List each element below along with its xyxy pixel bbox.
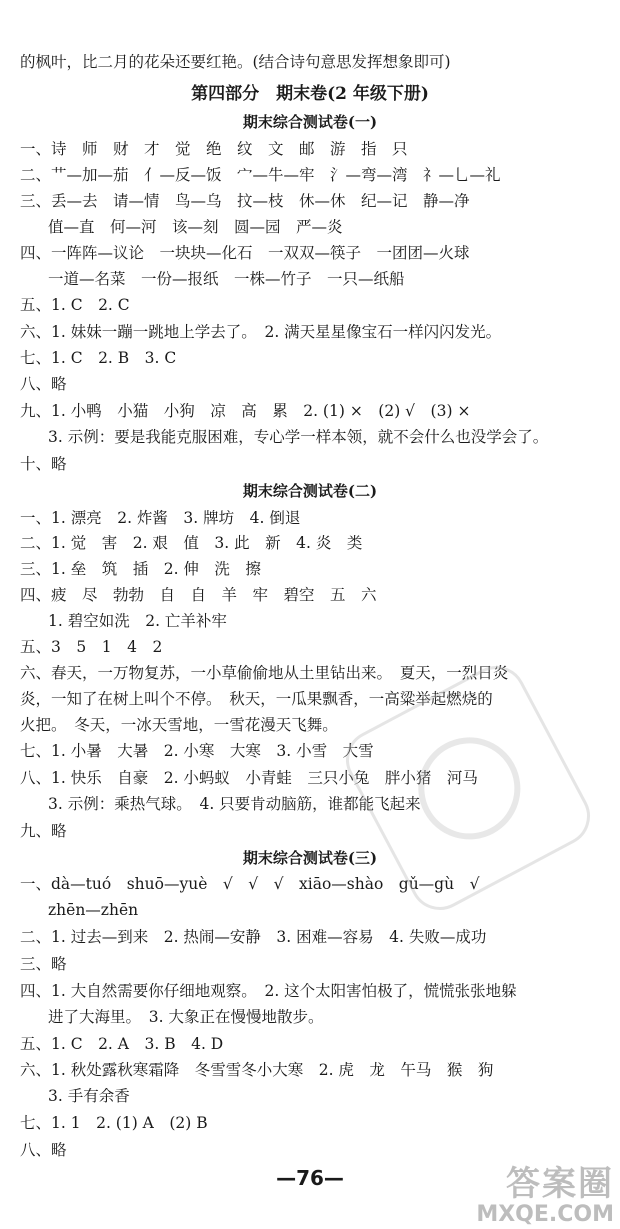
answer-line: 四、疲 尽 勃勃 自 自 羊 牢 碧空 五 六 bbox=[20, 586, 377, 604]
watermark-brand-text: 答案圈 bbox=[506, 1164, 614, 1204]
answer-line: 二、艹—加—茄 亻—反—饭 宀—牛—牢 氵—弯—湾 礻—乚—礼 bbox=[20, 166, 501, 184]
answer-line: 一、1. 漂亮 2. 炸酱 3. 牌坊 4. 倒退 bbox=[20, 509, 301, 527]
answer-line: 五、1. C 2. A 3. B 4. D bbox=[20, 1035, 224, 1053]
answer-line: 二、1. 过去—到来 2. 热闹—安静 3. 困难—容易 4. 失败—成功 bbox=[20, 928, 487, 946]
answer-line: 八、1. 快乐 自豪 2. 小蚂蚁 小青蛙 三只小兔 胖小猪 河马 bbox=[20, 769, 478, 787]
answer-line: 三、丢—去 请—情 鸟—乌 抆—枝 休—休 纪—记 静—净 bbox=[20, 192, 470, 210]
answer-line: 二、1. 觉 害 2. 艰 值 3. 此 新 4. 炎 类 bbox=[20, 534, 363, 552]
answer-line: 值—直 何—河 该—刻 圆—园 严—炎 bbox=[48, 218, 343, 236]
answer-line: 十、略 bbox=[20, 455, 67, 473]
answer-line: 一、诗 师 财 才 觉 绝 纹 文 邮 游 指 只 bbox=[20, 140, 408, 158]
answer-line: 九、1. 小鸭 小猫 小狗 凉 高 累 2. (1) × (2) √ (3) × bbox=[20, 402, 471, 420]
answer-line: 九、略 bbox=[20, 822, 67, 840]
answer-line: 六、1. 妹妹一蹦一跳地上学去了。 2. 满天星星像宝石一样闪闪发光。 bbox=[20, 323, 502, 341]
watermark-logo bbox=[476, 1165, 614, 1227]
answer-line: 炎，一知了在树上叫个不停。 秋天，一瓜果飘香，一高粱举起燃烧的 bbox=[20, 690, 493, 708]
answer-line: 四、一阵阵—议论 一块块—化石 一双双—筷子 一团团—火球 bbox=[20, 244, 470, 262]
answer-line: 五、1. C 2. C bbox=[20, 296, 130, 314]
answer-line: 六、春天，一万物复苏，一小草偷偷地从土里钻出来。 夏天，一烈日炎 bbox=[20, 664, 509, 682]
answer-line: 一、dà—tuó shuō—yuè √ √ √ xiāo—shào gǔ—gù √ bbox=[20, 875, 480, 893]
answer-line: 四、1. 大自然需要你仔细地观察。 2. 这个太阳害怕极了，慌慌张张地躲 bbox=[20, 982, 517, 1000]
answer-line: 进了大海里。 3. 大象正在慢慢地散步。 bbox=[48, 1008, 324, 1026]
text-line: 的枫叶，比二月的花朵还要红艳。(结合诗句意思发挥想象即可) bbox=[20, 53, 451, 71]
answer-line: zhēn—zhēn bbox=[48, 901, 139, 919]
answer-line: 3. 示例：乘热气球。 4. 只要肯动脑筋，谁都能飞起来 bbox=[48, 795, 421, 813]
test-title-2: 期末综合测试卷(二) bbox=[242, 482, 378, 500]
answer-line: 七、1. C 2. B 3. C bbox=[20, 349, 177, 367]
answer-line: 七、1. 小暑 大暑 2. 小寒 大寒 3. 小雪 大雪 bbox=[20, 742, 374, 760]
watermark-url-text: MXQE.COM bbox=[476, 1202, 614, 1227]
answer-line: 三、1. 垒 筑 插 2. 伸 洗 擦 bbox=[20, 560, 261, 578]
answer-line: 六、1. 秋处露秋寒霜降 冬雪雪冬小大寒 2. 虎 龙 午马 猴 狗 bbox=[20, 1061, 494, 1079]
test-title-3: 期末综合测试卷(三) bbox=[242, 849, 378, 867]
answer-line: 三、略 bbox=[20, 955, 67, 973]
answer-line: 八、略 bbox=[20, 1141, 67, 1159]
answer-line: 3. 手有余香 bbox=[48, 1087, 130, 1105]
test-title-1: 期末综合测试卷(一) bbox=[242, 113, 378, 131]
page-number: —76— bbox=[276, 1166, 344, 1190]
answer-line: 一道—名菜 一份—报纸 一株—竹子 一只—纸船 bbox=[48, 270, 405, 288]
answer-line: 七、1. 1 2. (1) A (2) B bbox=[20, 1114, 208, 1132]
part-title: 第四部分 期末卷(2 年级下册) bbox=[191, 84, 429, 104]
answer-line: 八、略 bbox=[20, 375, 67, 393]
answer-line: 火把。 冬天，一冰天雪地，一雪花漫天飞舞。 bbox=[20, 716, 338, 734]
answer-line: 1. 碧空如洗 2. 亡羊补牢 bbox=[48, 612, 227, 630]
answer-line: 3. 示例：要是我能克服困难，专心学一样本领，就不会什么也没学会了。 bbox=[48, 428, 549, 446]
answer-line: 五、3 5 1 4 2 bbox=[20, 638, 163, 656]
